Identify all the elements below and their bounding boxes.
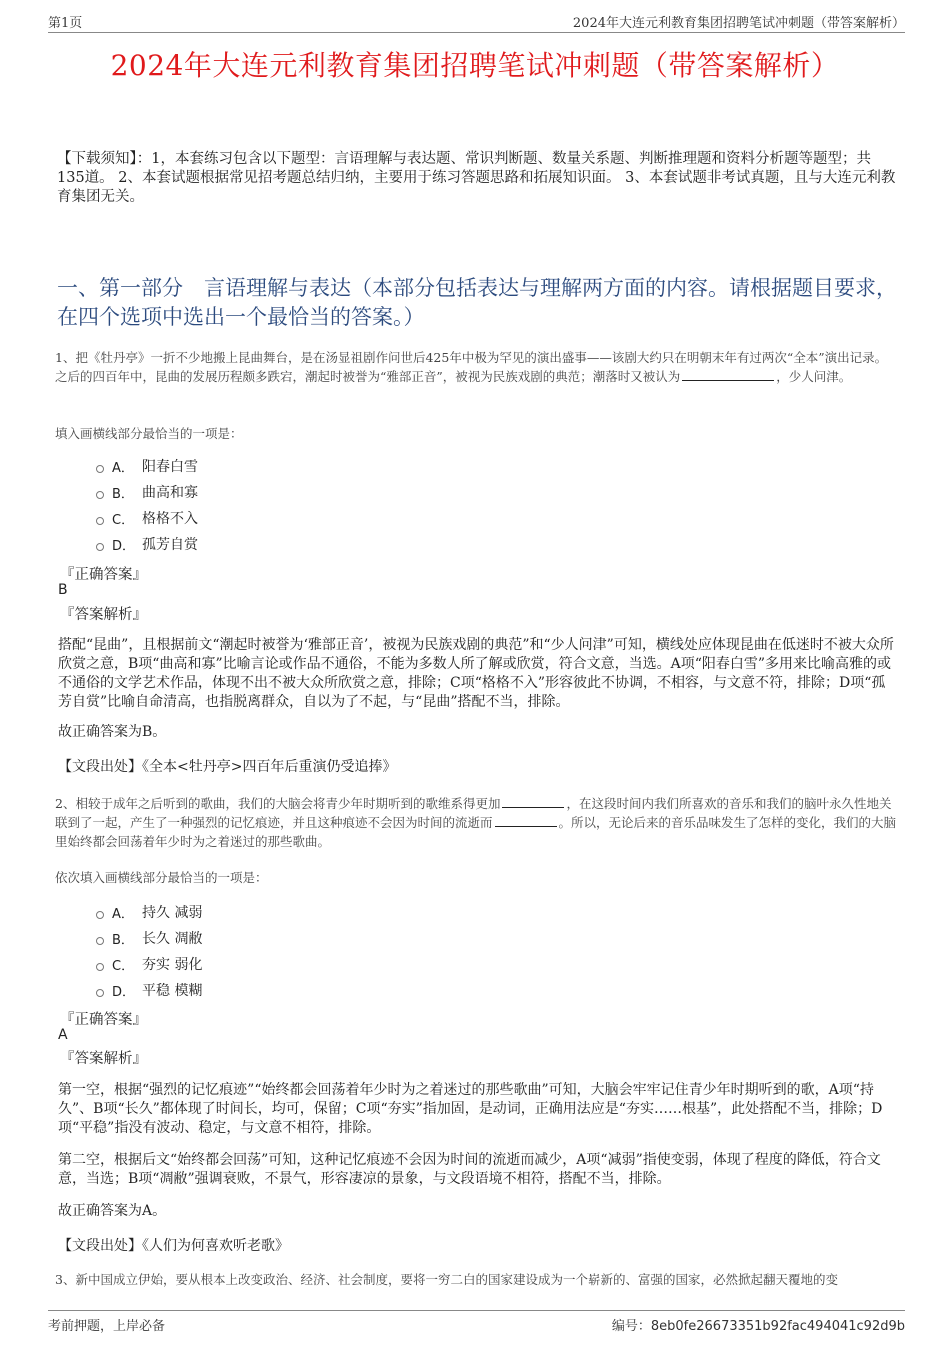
page-number: 第1页: [48, 16, 83, 31]
question-1-conclusion: 故正确答案为B。: [58, 724, 167, 740]
correct-answer: A: [58, 1027, 68, 1043]
option-c[interactable]: C． 格格不入: [96, 505, 198, 531]
fill-blank: [502, 796, 564, 808]
question-1-text-after: ，少人问津。: [776, 369, 852, 384]
option-b[interactable]: B． 曲高和寡: [96, 479, 198, 505]
footer-slogan: 考前押题，上岸必备: [48, 1319, 166, 1334]
radio-icon[interactable]: [96, 465, 104, 473]
section-title: 一、第一部分 言语理解与表达（本部分包括表达与理解两方面的内容。请根据题目要求，在四个选项中选出一个最恰当的答案。）: [57, 276, 897, 329]
question-1-analysis: 搭配“昆曲”，且根据前文“潮起时被誉为‘雅部正音’，被视为民族戏剧的典范”和“少人问津”可知，横线处应体现昆曲在低迷时不被大众所欣赏之意，B项“曲高和寡”比喻言论或作品不通俗，不能为多数人所了解或欣赏，符合文意，当选。A项“阳春白雪”多用来比喻高雅的或不通俗的文学艺术作品，体现不出不被大众所欣赏之意，排除；C项“格格不入”形容彼此不协调，不相容，与文意不符，排除；D项“孤芳自赏”比喻自命清高，也指脱离群众，自以为了不起，与“昆曲”搭配不当，排除。: [58, 637, 894, 710]
question-2-instruction: 依次填入画横线部分最恰当的一项是：: [55, 870, 268, 885]
question-2-analysis-1: 第一空，根据“强烈的记忆痕迹”“始终都会回荡着年少时为之着迷过的那些歌曲”可知，大脑会牢牢记住青少年时期听到的歌，A项“持久”、B项“长久”都体现了时间长，均可，保留；C项“夯实”指加固，是动词，正确用法应是“夯实……根基”，此处搭配不当，排除；D项“平稳”指没有波动、稳定，与文意不相符，排除。: [58, 1082, 883, 1136]
fill-blank: [495, 815, 557, 827]
radio-icon[interactable]: [96, 517, 104, 525]
radio-icon[interactable]: [96, 937, 104, 945]
page-header: [48, 10, 905, 33]
question-1-source: 【文段出处】《全本<牡丹亭>四百年后重演仍受追捧》: [58, 759, 397, 775]
question-2-source: 【文段出处】《人们为何喜欢听老歌》: [58, 1238, 289, 1254]
question-2-analysis-2: 第二空，根据后文“始终都会回荡”可知，这种记忆痕迹不会因为时间的流逝而减少，A项“减弱”指使变弱，体现了程度的降低，符合文意，当选；B项“凋敝”强调衰败，不景气，形容凄凉的景象，与文段语境不相符，搭配不当，排除。: [58, 1152, 881, 1187]
radio-icon[interactable]: [96, 989, 104, 997]
analysis-label: 『答案解析』: [60, 607, 147, 623]
option-c[interactable]: C． 夯实 弱化: [96, 951, 202, 977]
question-3-text: 3、新中国成立伊始，要从根本上改变政治、经济、社会制度，要将一穷二白的国家建设成为一个崭新的、富强的国家，必然掀起翻天覆地的变: [55, 1272, 838, 1287]
fill-blank: [682, 369, 774, 381]
question-1-options: [96, 453, 198, 557]
page-footer: [48, 1310, 905, 1336]
option-a[interactable]: A． 阳春白雪: [96, 453, 198, 479]
question-1-text-before: 1、把《牡丹亭》一折不少地搬上昆曲舞台，是在汤显祖剧作问世后425年中极为罕见的演出盛事——该剧大约只在明朝末年有过两次“全本”演出记录。之后的四百年中，昆曲的发展历程颇多跌宕，潮起时被誉为“雅部正音”，被视为民族戏剧的典范；潮落时又被认为: [55, 350, 888, 384]
option-a[interactable]: A． 持久 减弱: [96, 899, 202, 925]
analysis-label: 『答案解析』: [60, 1051, 147, 1067]
download-notice: 【下载须知】：1，本套练习包含以下题型：言语理解与表达题、常识判断题、数量关系题、判断推理题和资料分析题等题型；共135道。 2、本套试题根据常见招考题总结归纳，主要用于练习答题思路和拓展知识面。 3、本套试题非考试真题，且与大连元利教育集团无关。: [57, 151, 896, 205]
footer-code: 编号：8eb0fe26673351b92fac494041c92d9b: [611, 1319, 905, 1334]
radio-icon[interactable]: [96, 543, 104, 551]
radio-icon[interactable]: [96, 963, 104, 971]
question-1-instruction: 填入画横线部分最恰当的一项是：: [55, 426, 243, 441]
option-d[interactable]: D． 孤芳自赏: [96, 531, 198, 557]
question-1-text: [55, 348, 898, 386]
page-title: 2024年大连元利教育集团招聘笔试冲刺题（带答案解析）: [110, 49, 840, 82]
question-2-text: 2、相较于成年之后听到的歌曲，我们的大脑会将青少年时期听到的歌维系得更加 ，在这段时间内我们所喜欢的音乐和我们的脑叶永久性地关联到了一起，产生了一种强烈的记忆痕迹，并且这种痕迹不会因为时间的流逝而 。所以，无论后来的音乐品味发生了怎样的变化，我们的大脑里始终都会回荡着年少时为之着迷过的那些歌曲。: [55, 796, 897, 849]
correct-answer-label: 『正确答案』: [60, 567, 147, 583]
radio-icon[interactable]: [96, 911, 104, 919]
question-2-options: [96, 899, 202, 1003]
option-b[interactable]: B． 长久 凋敝: [96, 925, 202, 951]
question-2-conclusion: 故正确答案为A。: [58, 1203, 167, 1219]
correct-answer-label: 『正确答案』: [60, 1012, 147, 1028]
header-doc-title: 2024年大连元利教育集团招聘笔试冲刺题（带答案解析）: [572, 16, 905, 31]
radio-icon[interactable]: [96, 491, 104, 499]
correct-answer: B: [58, 582, 68, 598]
option-d[interactable]: D． 平稳 模糊: [96, 977, 202, 1003]
